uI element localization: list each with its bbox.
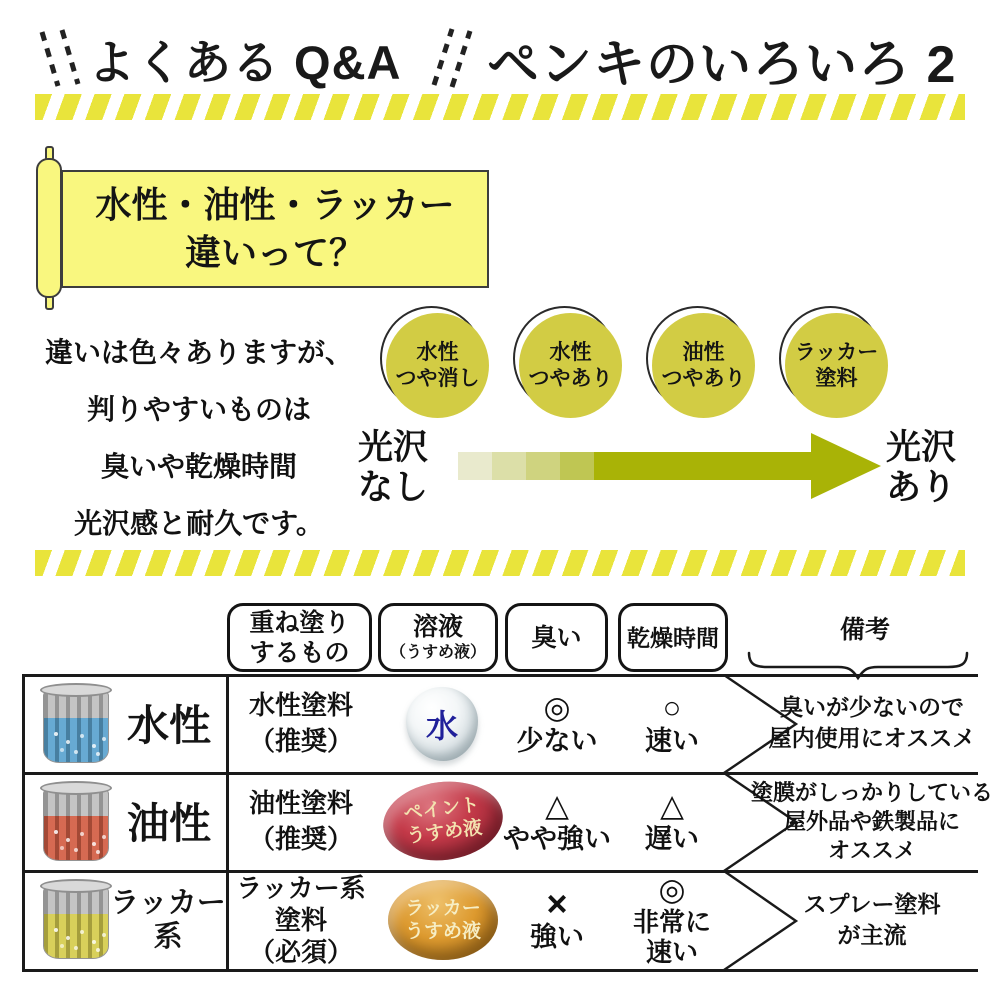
page-title-qa: よくある Q&A — [88, 36, 402, 89]
table-border-bottom — [22, 969, 978, 972]
drytime-rating-symbol: △ — [660, 788, 684, 823]
row-type-water: 水性 — [126, 702, 211, 749]
intro-line: 判りやすいものは — [86, 394, 311, 425]
recoat-cell-water: 水性塗料 （推奨） — [248, 690, 353, 756]
row-type-lacquer: ラッカー 系 — [110, 886, 226, 953]
question-banner — [61, 170, 489, 288]
paint-can-icon-oil — [40, 781, 112, 861]
table-border-left — [22, 674, 25, 971]
column-header-notes: 備考 — [839, 616, 890, 644]
column-header-drytime: 乾燥時間 — [618, 603, 728, 672]
smell-cell-oil: △ やや強い — [503, 788, 611, 854]
dashed-slash-decoration-middle — [424, 25, 474, 91]
gloss-arrow-head — [811, 433, 881, 499]
notes-cell-oil: 塗膜がしっかりしている 屋外品や鉄製品に オススメ — [751, 779, 994, 863]
water-droplet-icon: 水 — [406, 687, 478, 761]
drytime-cell-lacquer: ◎ 非常に 速い — [632, 872, 711, 967]
notes-cell-lacquer: スプレー塗料 が主流 — [803, 890, 941, 948]
drytime-rating-symbol: ○ — [662, 690, 682, 725]
intro-text — [28, 324, 370, 552]
column-header-recoat: 重ね塗り するもの — [227, 603, 372, 672]
recoat-cell-oil: 油性塗料 （推奨） — [248, 788, 353, 854]
gloss-circle-label: つや消し — [395, 366, 480, 390]
gloss-circle-label: ラッカー — [794, 340, 879, 364]
smell-rating-symbol: △ — [545, 788, 569, 823]
column-header-smell: 臭い — [505, 603, 608, 672]
gloss-circle-label: 塗料 — [815, 366, 858, 390]
gloss-circle-label: 水性 — [416, 340, 459, 364]
drytime-cell-oil: △ 遅い — [645, 788, 699, 854]
gloss-circle-4 — [785, 313, 888, 418]
paint-can-icon-water — [40, 683, 112, 763]
page-title-main: ペンキのいろいろ 2 — [487, 36, 957, 94]
gloss-circle-label: 水性 — [549, 340, 592, 364]
gloss-circle-label: 油性 — [682, 340, 725, 364]
question-banner-line2: 違いって？ — [184, 232, 365, 273]
smell-cell-lacquer: × 強い — [530, 883, 584, 952]
smell-rating-symbol: × — [546, 883, 568, 924]
row-type-oil: 油性 — [126, 800, 211, 847]
gloss-circle-label: つやあり — [661, 366, 746, 390]
intro-line: 光沢感と耐久です。 — [74, 508, 324, 539]
drytime-cell-water: ○ 速い — [645, 690, 699, 756]
column-header-solvent: 溶液 （うすめ液） — [378, 603, 498, 672]
notes-cell-water: 臭いが少ないので 屋内使用にオススメ — [768, 694, 976, 751]
paint-thinner-icon: ペイント うすめ液 — [379, 775, 508, 867]
gloss-circle-label: つやあり — [528, 366, 613, 390]
gloss-circle-1 — [386, 313, 489, 418]
lacquer-thinner-icon: ラッカー うすめ液 — [388, 880, 498, 960]
gloss-none-label: 光沢 なし — [358, 428, 429, 507]
gloss-full-label: 光沢 あり — [886, 428, 957, 507]
striped-divider-bottom — [35, 550, 965, 576]
smell-cell-water: ◎ 少ない — [516, 690, 598, 756]
recoat-cell-lacquer: ラッカー系 塗料 （必須） — [236, 872, 366, 967]
gloss-arrow-bar — [458, 452, 812, 480]
striped-divider-top — [35, 94, 965, 120]
intro-line: 臭いや乾燥時間 — [100, 451, 297, 482]
dashed-slash-decoration-left — [32, 28, 84, 90]
gloss-circle-3 — [652, 313, 755, 418]
gloss-circle-2 — [519, 313, 622, 418]
scroll-rod — [36, 158, 62, 298]
drytime-rating-symbol: ◎ — [658, 872, 686, 907]
question-banner-line1: 水性・油性・ラッカー — [95, 184, 455, 225]
paint-can-icon-lacquer — [40, 879, 112, 959]
smell-rating-symbol: ◎ — [543, 690, 571, 725]
intro-line: 違いは色々ありますが、 — [44, 337, 353, 368]
